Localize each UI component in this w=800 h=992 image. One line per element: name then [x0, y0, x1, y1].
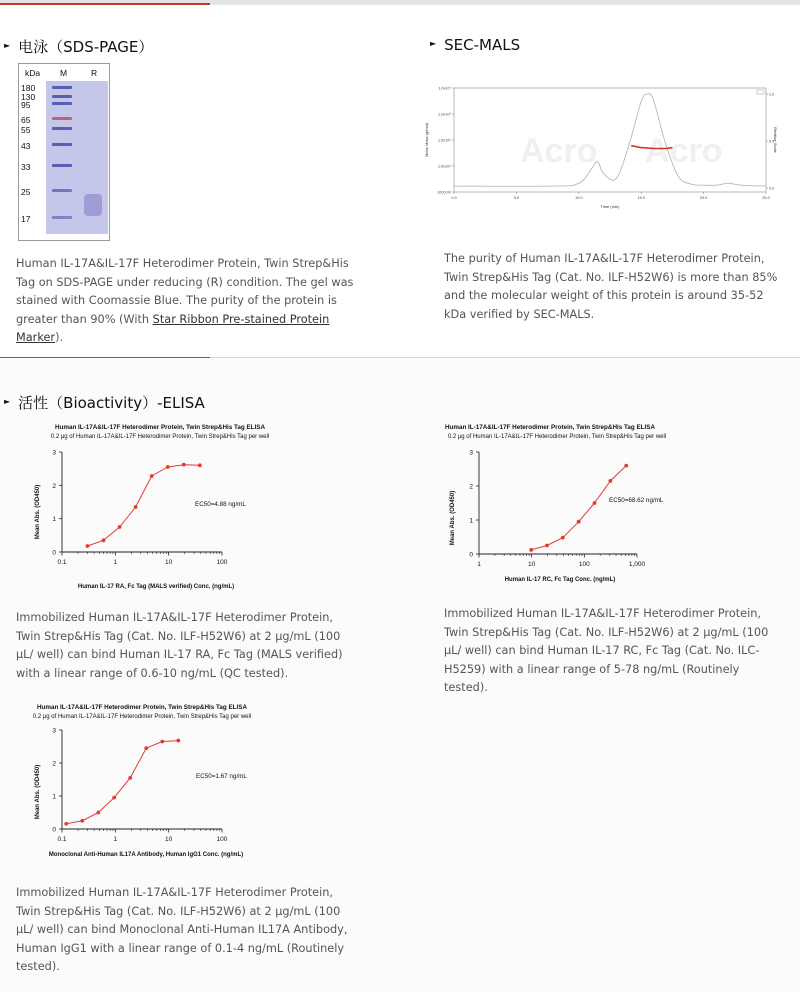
secmals-description: The purity of Human IL-17A&IL-17F Heterodimer Protein, Twin Strep&His Tag (Cat. No. ILF-H52W6) is more than 85% and the molecular weight of this protein is around 35-52 kDa verified by SEC-MALS. — [444, 252, 778, 321]
elisa1-title: Human IL-17A&IL-17F Heterodimer Protein, Twin Strep&His Tag ELISA — [54, 424, 266, 431]
marker-band — [52, 95, 72, 98]
sample-band — [84, 194, 102, 216]
mw-label: 43 — [21, 141, 31, 151]
section-title-bioactivity-text: 活性（Bioactivity）-ELISA — [18, 394, 205, 412]
elisa3-description: Immobilized Human IL-17A&IL-17F Heterodimer Protein, Twin Strep&His Tag (Cat. No. ILF-H52W6) at 2 μg/mL (100 μL/ well) can bind Monoclonal Anti-Human IL17A Antibody, Human IgG1 with a linear range of 0.1-4 ng/mL (Routinely tested). — [16, 886, 348, 973]
elisa3-ylabel: Mean Abs. (OD450) — [35, 764, 41, 820]
elisa1-y-tick-label: 2 — [52, 482, 56, 490]
gel-lane-r-label: R — [91, 68, 98, 78]
top-rule — [0, 0, 800, 5]
secmals-x-tick-label: 25.0 — [762, 196, 770, 200]
star-ribbon-marker-link[interactable]: Star Ribbon Pre-stained Protein Marker — [16, 312, 330, 344]
gel-kda-label: kDa — [25, 68, 41, 78]
bullet-triangle-icon: ► — [4, 397, 11, 406]
elisa3-fit-curve — [66, 741, 178, 824]
elisa1-ec50: EC50=4.88 ng/mL — [195, 501, 246, 508]
elisa1-x-tick-label: 10 — [165, 559, 173, 566]
sds-gel-image — [18, 63, 110, 241]
elisa2-y-tick-label: 2 — [469, 483, 473, 491]
marker-band — [52, 86, 72, 89]
elisa3-data-point — [112, 796, 116, 800]
elisa3-data-point — [144, 746, 148, 750]
elisa1-x-tick-label: 0.1 — [57, 559, 67, 566]
secmals-y2-tick-label: 1.0 — [769, 92, 775, 97]
secmals-y-tick-label: 1000.00 — [437, 190, 451, 195]
elisa3-x-tick-label: 1 — [113, 836, 118, 843]
elisa3-x-tick-label: 100 — [216, 836, 228, 843]
elisa3-data-point — [160, 740, 164, 744]
elisa3-data-point — [176, 739, 180, 743]
top-rule-accent — [0, 3, 210, 5]
secmals-y2-tick-label: 0.0 — [769, 186, 775, 191]
elisa1-x-tick-label: 100 — [216, 559, 228, 566]
elisa1-y-tick-label: 0 — [52, 549, 56, 557]
elisa1-data-point — [86, 544, 90, 548]
elisa3-data-point — [64, 822, 68, 826]
elisa2-ylabel: Mean Abs. (OD450) — [450, 490, 456, 546]
section-title-secmals-text: SEC-MALS — [444, 36, 521, 54]
elisa1-data-point — [150, 474, 154, 478]
elisa2-title: Human IL-17A&IL-17F Heterodimer Protein, Twin Strep&His Tag ELISA — [444, 424, 656, 431]
elisa1-fit-curve — [87, 465, 199, 546]
mw-label: 25 — [21, 187, 31, 197]
elisa2-chart — [432, 418, 732, 588]
secmals-y-tick-label: 1.0x10⁵ — [438, 138, 451, 143]
secmals-ylabel: Molar Mass (g/mol) — [424, 122, 429, 158]
elisa1-data-point — [134, 505, 138, 509]
secmals-x-tick-label: 5.0 — [513, 196, 520, 200]
elisa2-y-tick-label: 1 — [469, 517, 473, 525]
elisa1-data-point — [102, 538, 106, 542]
secmals-x-tick-label: 20.0 — [699, 196, 708, 200]
elisa2-y-tick-label: 0 — [469, 551, 473, 559]
elisa1-data-point — [198, 463, 202, 467]
elisa1-description: Immobilized Human IL-17A&IL-17F Heterodimer Protein, Twin Strep&His Tag (Cat. No. ILF-H52W6) at 2 μg/mL (100 μL/ well) can bind Human IL-17 RA, Fc Tag (MALS verified) with a linear range of 0.6-10 ng/mL (QC tested). — [16, 611, 343, 680]
elisa2-data-point — [624, 464, 628, 468]
section-title-sds-text: 电泳（SDS-PAGE） — [18, 38, 154, 56]
mw-label: 180 — [21, 83, 36, 93]
sds-description-text: Human IL-17A&IL-17F Heterodimer Protein, Twin Strep&His Tag on SDS-PAGE under reducing (R) condition. The gel was stained with Coomassie Blue. The purity of the protein is greater than 90% (With — [16, 257, 354, 326]
secmals-xlabel: Time (min) — [600, 204, 620, 209]
elisa3-y-tick-label: 3 — [52, 727, 56, 735]
secmals-ylabel-right: Relative Scale — [773, 127, 778, 153]
elisa2-xlabel: Human IL-17 RC, Fc Tag Conc. (ng/mL) — [504, 577, 616, 583]
elisa3-x-tick-label: 10 — [165, 836, 173, 843]
elisa3-data-point — [128, 776, 132, 780]
marker-band — [52, 117, 72, 120]
elisa3-title: Human IL-17A&IL-17F Heterodimer Protein, Twin Strep&His Tag ELISA — [36, 704, 248, 711]
secmals-y-tick-label: 1.0x10⁶ — [438, 112, 451, 117]
marker-band — [52, 127, 72, 130]
elisa1-xlabel: Human IL-17 RA, Fc Tag (MALS verified) Conc. (ng/mL) — [77, 584, 235, 590]
elisa2-x-tick-label: 1 — [477, 561, 481, 568]
elisa2-data-point — [561, 536, 565, 540]
elisa2-subtitle: 0.2 μg of Human IL-17A&IL-17F Heterodimer Protein, Twin Strep&His Tag per well — [447, 434, 667, 440]
elisa2-x-tick-label: 10 — [528, 561, 536, 568]
mw-label: 17 — [21, 214, 31, 224]
gel-lanes — [46, 81, 108, 234]
marker-band — [52, 143, 72, 146]
elisa1-data-point — [182, 463, 186, 467]
elisa3-chart — [10, 698, 310, 863]
elisa3-xlabel: Monoclonal Anti-Human IL17A Antibody, Human IgG1 Conc. (ng/mL) — [48, 852, 244, 858]
elisa2-description: Immobilized Human IL-17A&IL-17F Heterodimer Protein, Twin Strep&His Tag (Cat. No. ILF-H52W6) at 2 μg/mL (100 μL/ well) can bind Human IL-17 RC, Fc Tag (Cat. No. ILC-H5259) with a linear range of 5-78 ng/mL (Routinely tested). — [444, 607, 769, 694]
watermark-right: Acro — [645, 132, 723, 170]
elisa1-subtitle: 0.2 μg of Human IL-17A&IL-17F Heterodimer Protein, Twin Strep&His Tag per well — [50, 434, 270, 440]
elisa2-x-tick-label: 1,000 — [628, 561, 646, 568]
elisa2-x-tick-label: 100 — [578, 561, 590, 568]
elisa2-data-point — [529, 548, 533, 552]
section-title-secmals — [430, 36, 520, 54]
marker-band — [52, 102, 72, 105]
elisa1-data-point — [166, 465, 170, 469]
mw-label: 95 — [21, 100, 31, 110]
secmals-chart — [420, 82, 780, 212]
elisa3-y-tick-label: 0 — [52, 826, 56, 834]
mw-label: 33 — [21, 162, 31, 172]
secmals-y-tick-label: 1.0x10⁷ — [438, 86, 451, 91]
mw-label: 130 — [21, 92, 36, 102]
secmals-x-tick-label: 15.0 — [637, 196, 645, 200]
gel-lane-m-label: M — [60, 68, 68, 78]
elisa1-y-tick-label: 3 — [52, 449, 56, 457]
elisa3-subtitle: 0.2 μg of Human IL-17A&IL-17F Heterodimer Protein, Twin Strep&His Tag per well — [32, 714, 252, 720]
sds-description — [16, 255, 356, 348]
sds-description-end: ). — [55, 331, 64, 344]
elisa2-data-point — [545, 544, 549, 548]
secmals-y2-tick-label: 0.5 — [769, 139, 775, 144]
bullet-triangle-icon: ► — [4, 41, 11, 50]
elisa2-data-point — [608, 479, 612, 483]
marker-band — [52, 216, 72, 219]
elisa3-y-tick-label: 2 — [52, 760, 56, 768]
section-title-sds — [4, 36, 153, 57]
watermark-left: Acro — [520, 132, 598, 170]
elisa3-data-point — [96, 811, 100, 815]
elisa3-x-tick-label: 0.1 — [57, 836, 67, 843]
elisa1-data-point — [118, 525, 122, 529]
section-title-bioactivity — [4, 392, 205, 413]
secmals-y-tick-label: 1.0x10⁴ — [437, 164, 451, 169]
elisa2-fit-curve — [531, 466, 626, 550]
elisa1-y-tick-label: 1 — [52, 516, 56, 524]
marker-band — [52, 189, 72, 192]
elisa1-ylabel: Mean Abs. (OD450) — [35, 484, 41, 540]
elisa2-y-tick-label: 3 — [469, 449, 473, 457]
secmals-x-tick-label: 10.0 — [575, 196, 583, 200]
elisa2-ec50: EC50=68.62 ng/mL — [609, 497, 664, 504]
mw-label: 55 — [21, 125, 31, 135]
marker-band — [52, 164, 72, 167]
elisa1-chart — [10, 418, 310, 596]
elisa2-data-point — [593, 501, 597, 505]
elisa3-data-point — [80, 819, 84, 823]
elisa2-data-point — [577, 520, 581, 524]
secmals-x-tick-label: 0.0 — [451, 196, 457, 200]
elisa3-y-tick-label: 1 — [52, 793, 56, 801]
bullet-triangle-icon: ► — [430, 39, 437, 48]
elisa3-ec50: EC50=1.67 ng/mL — [196, 773, 247, 780]
mw-label: 65 — [21, 115, 31, 125]
elisa1-x-tick-label: 1 — [113, 559, 118, 566]
